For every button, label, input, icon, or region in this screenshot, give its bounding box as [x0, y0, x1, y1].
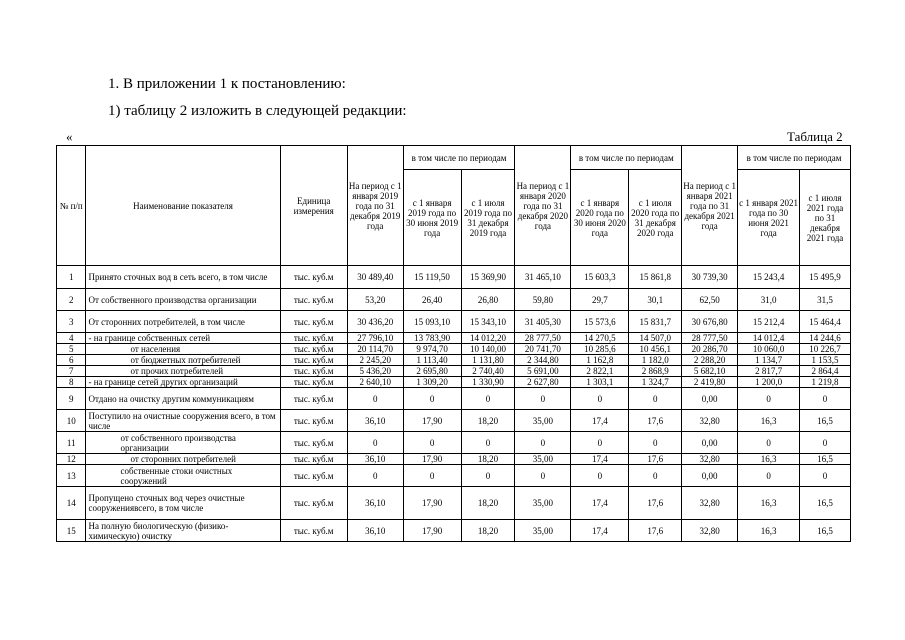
row-number: 3	[57, 311, 86, 333]
row-value: 32,80	[682, 454, 738, 465]
header-period-2020: На период с 1 января 2020 года по 31 декабря 2020 года	[515, 146, 571, 266]
header-incl-2020: в том числе по периодам	[571, 146, 682, 170]
row-value: 0,00	[682, 388, 738, 410]
row-value: 36,10	[347, 410, 403, 432]
header-2020-h2: с 1 июля 2020 года по 31 декабря 2020 года	[629, 170, 682, 266]
row-name: От сторонних потребителей, в том числе	[86, 311, 280, 333]
table-row	[57, 520, 851, 542]
row-unit: тыс. куб.м	[280, 289, 347, 311]
header-2021-h2: с 1 июля 2021 года по 31 декабря 2021 года	[800, 170, 851, 266]
row-value: 32,80	[682, 487, 738, 520]
row-name: Отдано на очистку другим коммуникациям	[86, 388, 280, 410]
row-value: 1 330,90	[461, 377, 515, 388]
row-value: 0	[800, 388, 851, 410]
row-value: 15 119,50	[403, 266, 461, 289]
row-value: 0	[403, 432, 461, 454]
row-number: 12	[57, 454, 86, 465]
row-value: 35,00	[515, 520, 571, 542]
row-unit: тыс. куб.м	[280, 377, 347, 388]
row-value: 16,5	[800, 520, 851, 542]
table-body	[57, 266, 851, 542]
row-value: 17,90	[403, 520, 461, 542]
row-value: 2 817,7	[738, 366, 800, 377]
row-value: 17,6	[629, 487, 682, 520]
row-value: 1 134,7	[738, 355, 800, 366]
row-unit: тыс. куб.м	[280, 311, 347, 333]
row-value: 15 093,10	[403, 311, 461, 333]
row-value: 20 114,70	[347, 344, 403, 355]
row-value: 18,20	[461, 454, 515, 465]
table-row	[57, 410, 851, 432]
header-period-2019: На период с 1 января 2019 года по 31 декабря 2019 года	[347, 146, 403, 266]
row-number: 11	[57, 432, 86, 454]
row-value: 5 436,20	[347, 366, 403, 377]
row-value: 10 456,1	[629, 344, 682, 355]
row-value: 15 861,8	[629, 266, 682, 289]
amendment-subpoint-1: 1) таблицу 2 изложить в следующей редакции:	[108, 103, 407, 119]
row-value: 1 219,8	[800, 377, 851, 388]
row-value: 15 831,7	[629, 311, 682, 333]
row-unit: тыс. куб.м	[280, 487, 347, 520]
row-unit: тыс. куб.м	[280, 355, 347, 366]
table-caption: Таблица 2	[787, 129, 843, 144]
row-unit: тыс. куб.м	[280, 410, 347, 432]
row-number: 13	[57, 465, 86, 487]
row-value: 35,00	[515, 487, 571, 520]
row-value: 0	[629, 465, 682, 487]
row-value: 0,00	[682, 465, 738, 487]
row-name: - на границе собственных сетей	[86, 333, 280, 344]
row-unit: тыс. куб.м	[280, 266, 347, 289]
amendment-point-1: 1. В приложении 1 к постановлению:	[108, 76, 346, 92]
row-number: 5	[57, 344, 86, 355]
row-value: 15 343,10	[461, 311, 515, 333]
row-value: 0	[571, 388, 629, 410]
row-value: 30 676,80	[682, 311, 738, 333]
row-name: от прочих потребителей	[86, 366, 280, 377]
row-value: 1 200,0	[738, 377, 800, 388]
row-value: 0	[738, 388, 800, 410]
row-value: 16,5	[800, 454, 851, 465]
row-value: 0	[629, 432, 682, 454]
header-2019-h1: с 1 января 2019 года по 30 июня 2019 года	[403, 170, 461, 266]
row-name: Поступило на очистные сооружения всего, в том числе	[86, 410, 280, 432]
row-value: 1 131,80	[461, 355, 515, 366]
row-value: 17,90	[403, 454, 461, 465]
header-incl-2021: в том числе по периодам	[738, 146, 851, 170]
row-value: 2 640,10	[347, 377, 403, 388]
row-value: 0	[738, 432, 800, 454]
row-value: 27 796,10	[347, 333, 403, 344]
row-value: 15 603,3	[571, 266, 629, 289]
row-value: 18,20	[461, 410, 515, 432]
row-value: 17,4	[571, 410, 629, 432]
row-value: 15 369,90	[461, 266, 515, 289]
row-name: От собственного производства организации	[86, 289, 280, 311]
row-number: 7	[57, 366, 86, 377]
header-period-2021: На период с 1 января 2021 года по 31 декабря 2021 года	[682, 146, 738, 266]
header-incl-2019: в том числе по периодам	[403, 146, 515, 170]
row-value: 16,3	[738, 410, 800, 432]
row-value: 17,6	[629, 520, 682, 542]
row-name: от сторонних потребителей	[86, 454, 280, 465]
row-value: 1 324,7	[629, 377, 682, 388]
row-value: 16,3	[738, 454, 800, 465]
row-value: 17,6	[629, 410, 682, 432]
row-value: 2 740,40	[461, 366, 515, 377]
row-value: 31,5	[800, 289, 851, 311]
row-value: 1 309,20	[403, 377, 461, 388]
row-value: 9 974,70	[403, 344, 461, 355]
row-value: 20 741,70	[515, 344, 571, 355]
row-value: 35,00	[515, 454, 571, 465]
row-value: 2 695,80	[403, 366, 461, 377]
row-value: 0	[738, 465, 800, 487]
row-value: 14 012,20	[461, 333, 515, 344]
row-value: 14 270,5	[571, 333, 629, 344]
row-value: 0	[403, 465, 461, 487]
row-value: 31,0	[738, 289, 800, 311]
row-value: 2 288,20	[682, 355, 738, 366]
row-value: 30 489,40	[347, 266, 403, 289]
table-row	[57, 311, 851, 333]
row-unit: тыс. куб.м	[280, 520, 347, 542]
row-value: 28 777,50	[682, 333, 738, 344]
row-value: 16,5	[800, 487, 851, 520]
row-value: 0	[403, 388, 461, 410]
row-value: 15 243,4	[738, 266, 800, 289]
row-value: 13 783,90	[403, 333, 461, 344]
table-row	[57, 487, 851, 520]
row-value: 2 627,80	[515, 377, 571, 388]
header-2020-h1: с 1 января 2020 года по 30 июня 2020 года	[571, 170, 629, 266]
row-value: 62,50	[682, 289, 738, 311]
row-value: 15 495,9	[800, 266, 851, 289]
row-number: 4	[57, 333, 86, 344]
row-unit: тыс. куб.м	[280, 366, 347, 377]
row-value: 2 419,80	[682, 377, 738, 388]
row-value: 0	[800, 432, 851, 454]
row-value: 31 465,10	[515, 266, 571, 289]
row-name: На полную биологическую (физико-химическую) очистку	[86, 520, 280, 542]
row-unit: тыс. куб.м	[280, 465, 347, 487]
row-name: Пропущено сточных вод через очистные сооружениявсего, в том числе	[86, 487, 280, 520]
row-value: 31 405,30	[515, 311, 571, 333]
row-unit: тыс. куб.м	[280, 333, 347, 344]
row-number: 1	[57, 266, 86, 289]
row-value: 20 286,70	[682, 344, 738, 355]
row-value: 0	[629, 388, 682, 410]
table-row	[57, 388, 851, 410]
row-value: 2 245,20	[347, 355, 403, 366]
row-unit: тыс. куб.м	[280, 454, 347, 465]
row-value: 17,6	[629, 454, 682, 465]
row-value: 15 212,4	[738, 311, 800, 333]
header-2021-h1: с 1 января 2021 года по 30 июня 2021 года	[738, 170, 800, 266]
row-number: 6	[57, 355, 86, 366]
header-unit: Единица измерения	[280, 146, 347, 266]
row-value: 1 303,1	[571, 377, 629, 388]
row-value: 14 012,4	[738, 333, 800, 344]
row-unit: тыс. куб.м	[280, 344, 347, 355]
row-value: 0	[800, 465, 851, 487]
row-value: 0	[461, 432, 515, 454]
row-value: 35,00	[515, 410, 571, 432]
row-number: 15	[57, 520, 86, 542]
row-value: 0	[347, 432, 403, 454]
header-name: Наименование показателя	[86, 146, 280, 266]
row-name: собственные стоки очистных сооружений	[86, 465, 280, 487]
row-name: от собственного производства организации	[86, 432, 280, 454]
row-name: от населения	[86, 344, 280, 355]
row-value: 16,3	[738, 520, 800, 542]
header-2019-h2: с 1 июля 2019 года по 31 декабря 2019 года	[461, 170, 515, 266]
row-value: 1 153,5	[800, 355, 851, 366]
row-number: 9	[57, 388, 86, 410]
row-value: 0	[515, 388, 571, 410]
row-value: 2 344,80	[515, 355, 571, 366]
opening-quote: «	[66, 129, 73, 144]
table-row	[57, 266, 851, 289]
row-value: 36,10	[347, 520, 403, 542]
row-value: 17,4	[571, 487, 629, 520]
row-value: 14 244,6	[800, 333, 851, 344]
row-name: - на границе сетей других организаций	[86, 377, 280, 388]
row-value: 1 113,40	[403, 355, 461, 366]
row-value: 10 285,6	[571, 344, 629, 355]
row-value: 0,00	[682, 432, 738, 454]
row-value: 14 507,0	[629, 333, 682, 344]
row-value: 2 822,1	[571, 366, 629, 377]
row-value: 30,1	[629, 289, 682, 311]
row-value: 16,5	[800, 410, 851, 432]
row-number: 10	[57, 410, 86, 432]
row-value: 17,90	[403, 410, 461, 432]
table-row	[57, 366, 851, 377]
row-value: 0	[347, 465, 403, 487]
row-value: 17,4	[571, 454, 629, 465]
table-row	[57, 289, 851, 311]
row-value: 5 691,00	[515, 366, 571, 377]
row-name: Принято сточных вод в сеть всего, в том числе	[86, 266, 280, 289]
row-value: 29,7	[571, 289, 629, 311]
row-value: 1 162,8	[571, 355, 629, 366]
table-row	[57, 355, 851, 366]
row-value: 5 682,10	[682, 366, 738, 377]
row-value: 17,4	[571, 520, 629, 542]
row-value: 0	[571, 432, 629, 454]
row-value: 26,80	[461, 289, 515, 311]
table-row	[57, 377, 851, 388]
row-value: 30 739,30	[682, 266, 738, 289]
row-value: 16,3	[738, 487, 800, 520]
row-number: 2	[57, 289, 86, 311]
row-value: 18,20	[461, 487, 515, 520]
row-value: 0	[571, 465, 629, 487]
row-value: 2 864,4	[800, 366, 851, 377]
row-value: 0	[461, 388, 515, 410]
row-value: 32,80	[682, 520, 738, 542]
row-value: 59,80	[515, 289, 571, 311]
table-row	[57, 465, 851, 487]
row-value: 15 573,6	[571, 311, 629, 333]
row-unit: тыс. куб.м	[280, 388, 347, 410]
row-value: 15 464,4	[800, 311, 851, 333]
row-value: 1 182,0	[629, 355, 682, 366]
wastewater-table	[56, 145, 851, 542]
row-value: 0	[461, 465, 515, 487]
row-value: 26,40	[403, 289, 461, 311]
table-row	[57, 454, 851, 465]
row-name: от бюджетных потребителей	[86, 355, 280, 366]
table-row	[57, 344, 851, 355]
row-unit: тыс. куб.м	[280, 432, 347, 454]
row-value: 36,10	[347, 454, 403, 465]
row-value: 10 226,7	[800, 344, 851, 355]
table-row	[57, 333, 851, 344]
row-value: 10 140,00	[461, 344, 515, 355]
row-value: 53,20	[347, 289, 403, 311]
row-value: 28 777,50	[515, 333, 571, 344]
row-value: 0	[515, 432, 571, 454]
row-value: 32,80	[682, 410, 738, 432]
row-number: 8	[57, 377, 86, 388]
row-value: 17,90	[403, 487, 461, 520]
row-value: 10 060,0	[738, 344, 800, 355]
row-value: 0	[515, 465, 571, 487]
row-value: 30 436,20	[347, 311, 403, 333]
row-number: 14	[57, 487, 86, 520]
row-value: 2 868,9	[629, 366, 682, 377]
header-number: № п/п	[57, 146, 86, 266]
table-row	[57, 432, 851, 454]
row-value: 36,10	[347, 487, 403, 520]
row-value: 18,20	[461, 520, 515, 542]
row-value: 0	[347, 388, 403, 410]
